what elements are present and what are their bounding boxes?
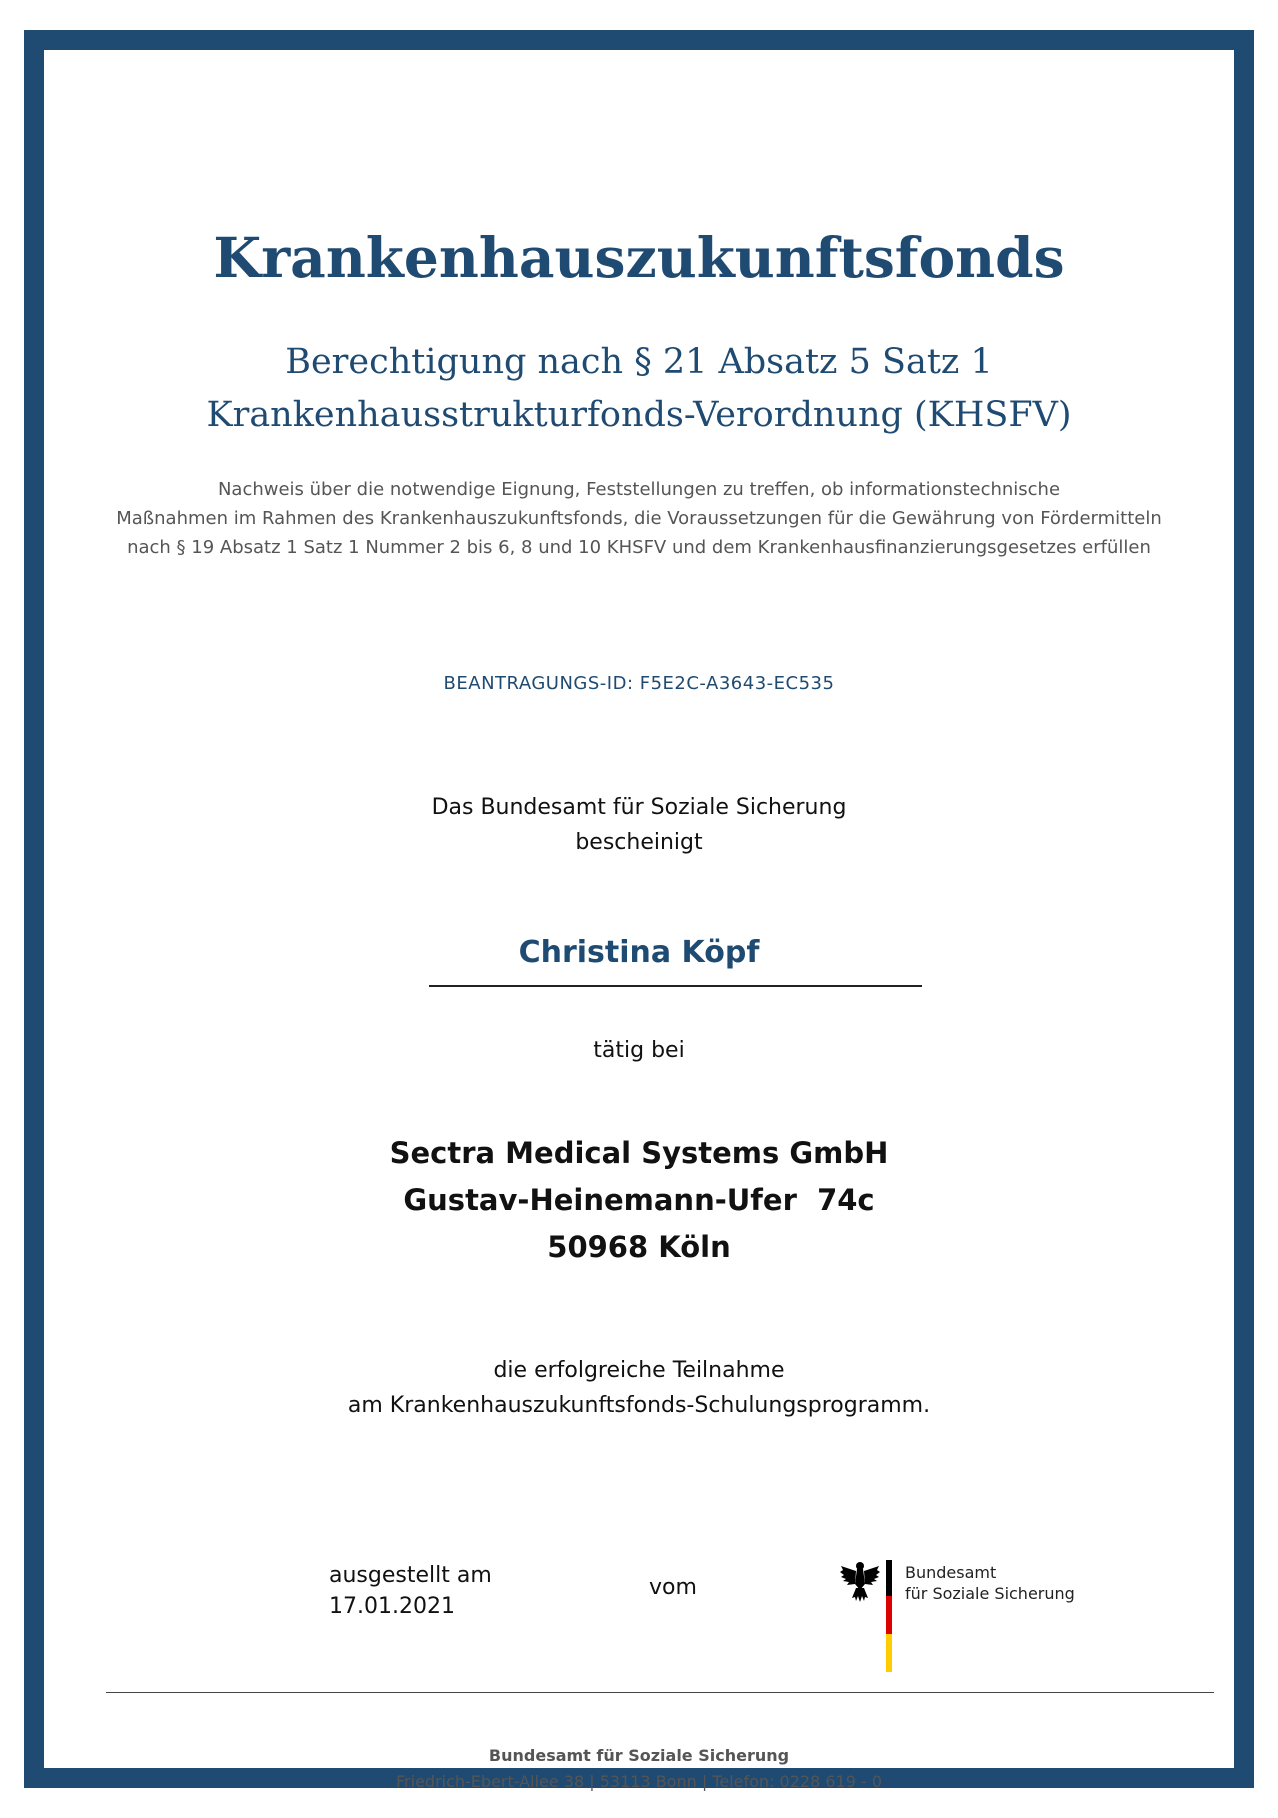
description-line: Maßnahmen im Rahmen des Krankenhauszukunftsfonds, die Voraussetzungen für die Gewährung von Fördermitteln: [116, 508, 1162, 529]
participation-statement: [44, 1353, 1234, 1423]
name-underline: [429, 985, 922, 987]
description-line: nach § 19 Absatz 1 Satz 1 Nummer 2 bis 6, 8 und 10 KHSFV und dem Krankenhausfinanzierungsgesetzes erfüllen: [127, 537, 1151, 558]
company-city: 50968 Köln: [547, 1230, 731, 1264]
certificate-subtitle-line1: Berechtigung nach § 21 Absatz 5 Satz 1: [285, 342, 993, 382]
logo-text: [905, 1562, 1075, 1604]
footer-divider: [106, 1692, 1214, 1693]
participation-line: am Krankenhauszukunftsfonds-Schulungsprogramm.: [347, 1393, 931, 1418]
from-label: vom: [649, 1575, 697, 1600]
logo-text-line: für Soziale Sicherung: [905, 1584, 1075, 1603]
certificate-subtitle-line2: Krankenhausstrukturfonds-Verordnung (KHSFV): [206, 395, 1072, 435]
issuer-line: bescheinigt: [575, 830, 703, 855]
company-name: Sectra Medical Systems GmbH: [389, 1136, 889, 1170]
issuer-statement: [44, 790, 1234, 860]
federal-eagle-icon: [839, 1560, 881, 1604]
flag-bar-red: [886, 1596, 892, 1634]
participation-line: die erfolgreiche Teilnahme: [493, 1358, 785, 1383]
bas-logo: [839, 1560, 1099, 1672]
certificate-frame: [24, 30, 1254, 1791]
certificate-title: Krankenhauszukunftsfonds: [213, 225, 1065, 290]
footer-address: Friedrich-Ebert-Allee 38 | 53113 Bonn | Telefon: 0228 619 - 0: [396, 1772, 882, 1791]
person-name: Christina Köpf: [518, 935, 760, 970]
issued-block: [329, 1560, 492, 1622]
description-line: Nachweis über die notwendige Eignung, Feststellungen zu treffen, ob informationstechnische: [217, 479, 1061, 500]
company-address: [44, 1130, 1234, 1271]
flag-bar-black: [886, 1560, 892, 1596]
certificate-description: [44, 475, 1234, 562]
employed-at-label: tätig bei: [593, 1038, 685, 1063]
flag-bar-gold: [886, 1634, 892, 1672]
issued-label: ausgestellt am: [329, 1563, 492, 1588]
footer-org-name: Bundesamt für Soziale Sicherung: [488, 1746, 790, 1765]
application-id: BEANTRAGUNGS-ID: F5E2C-A3643-EC535: [443, 673, 835, 694]
issuer-line: Das Bundesamt für Soziale Sicherung: [431, 795, 847, 820]
logo-text-line: Bundesamt: [905, 1563, 997, 1582]
company-street: Gustav-Heinemann-Ufer 74c: [403, 1183, 875, 1217]
issued-date: 17.01.2021: [329, 1594, 455, 1619]
